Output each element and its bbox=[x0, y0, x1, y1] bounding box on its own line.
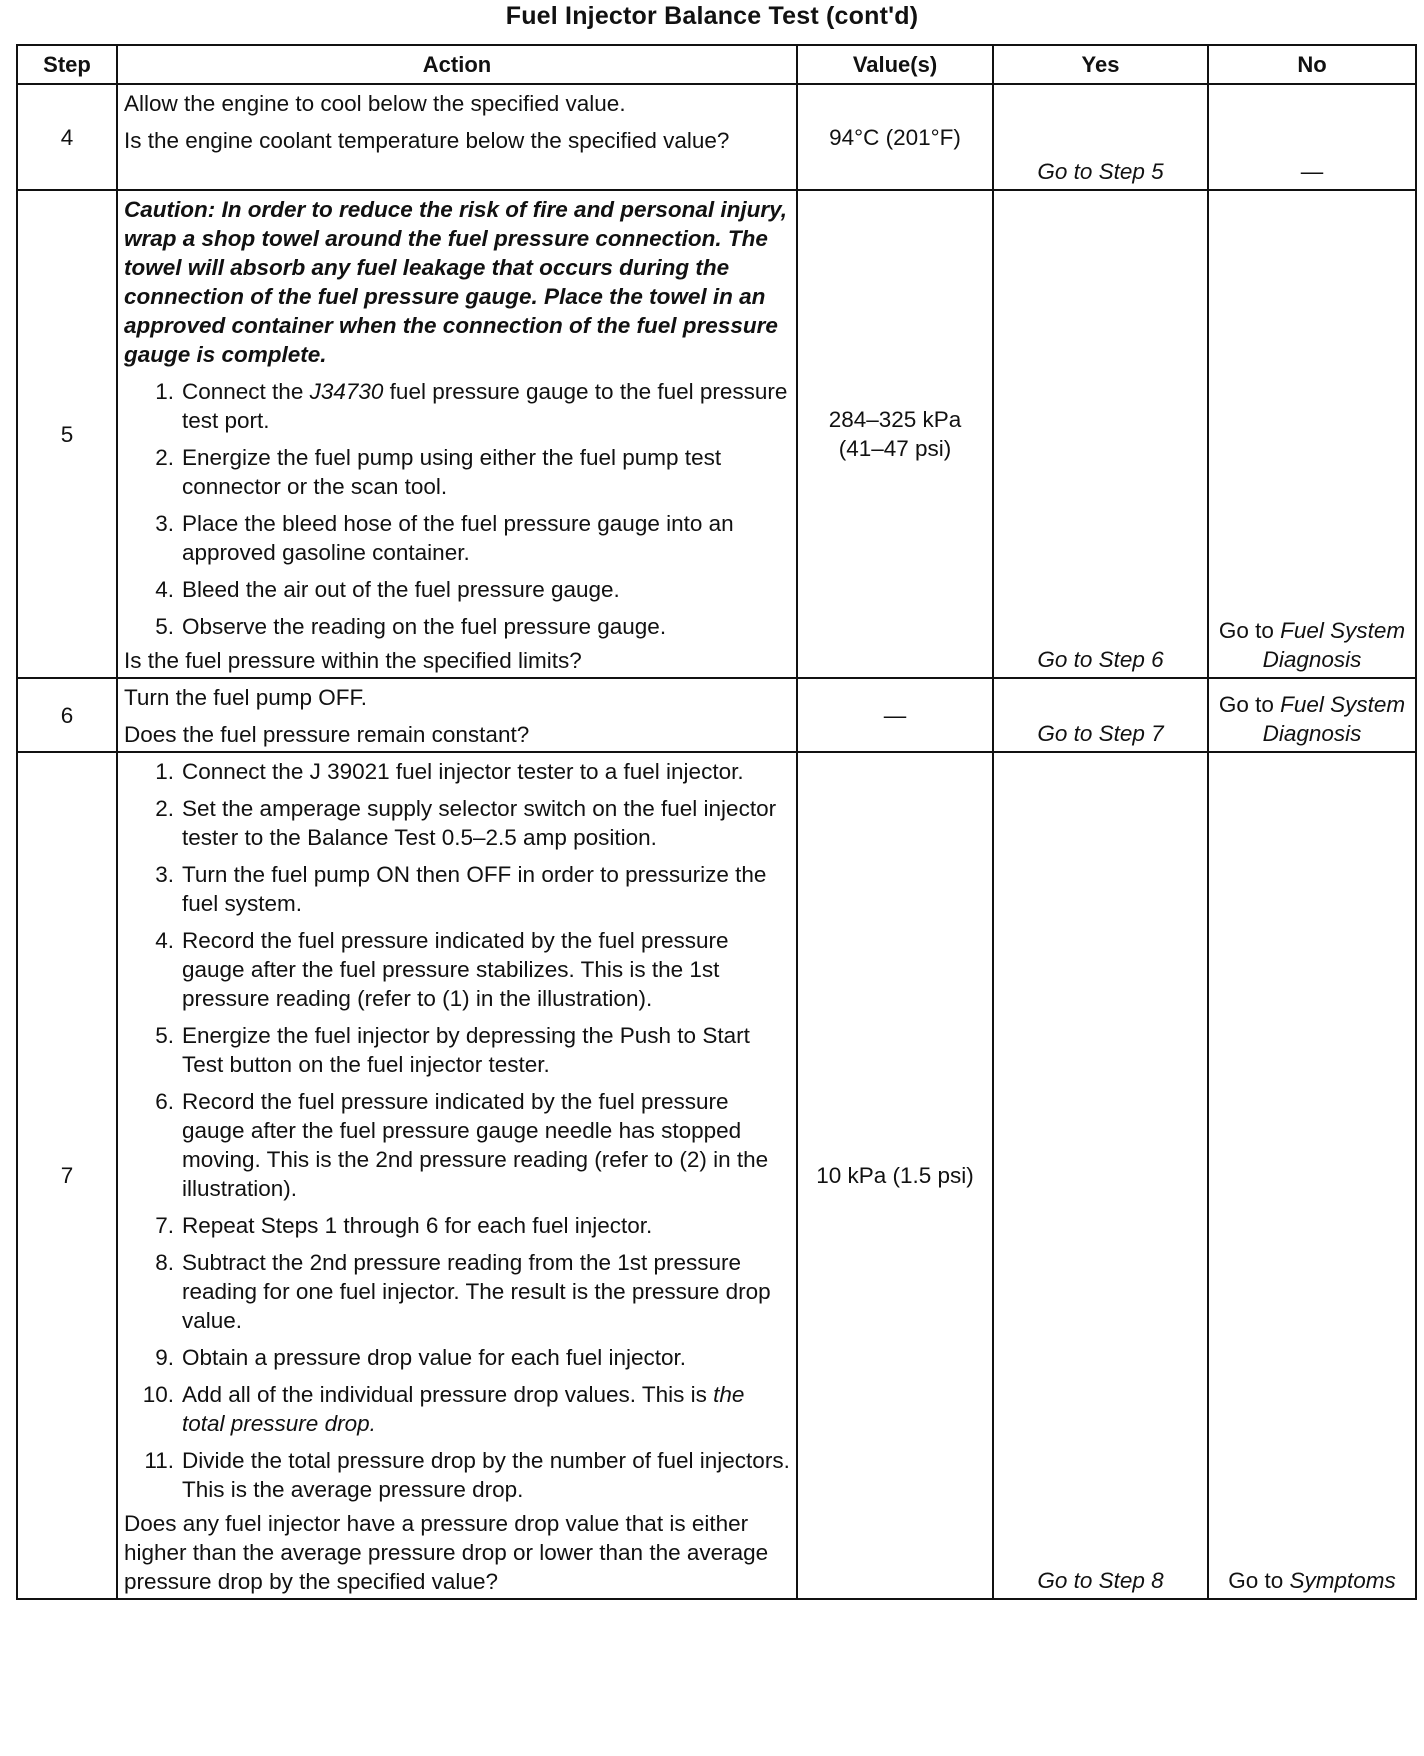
yes-cell: Go to Step 5 bbox=[993, 84, 1208, 190]
list-item-text: Turn the fuel pump ON then OFF in order to pressurize the fuel system. bbox=[182, 862, 767, 916]
list-item-text: Record the fuel pressure indicated by the fuel pressure gauge after the fuel pressure stabilizes. This is the 1st pressure reading (refer to (1) in the illustration). bbox=[182, 928, 729, 1011]
table-header-row bbox=[17, 45, 1416, 84]
table-row-step-6 bbox=[17, 678, 1416, 752]
list-item-number: 1. bbox=[155, 759, 174, 784]
list-item-text: Set the amperage supply selector switch on the fuel injector tester to the Balance Test 0.5–2.5 amp position. bbox=[182, 796, 777, 850]
list-item-text: Subtract the 2nd pressure reading from the 1st pressure reading for one fuel injector. The result is the pressure drop value. bbox=[182, 1250, 771, 1333]
yes-cell: Go to Step 6 bbox=[993, 190, 1208, 678]
total-pressure-drop-term: the total pressure drop. bbox=[182, 1382, 745, 1436]
list-item bbox=[124, 1211, 790, 1240]
list-item-number: 2. bbox=[155, 445, 174, 470]
list-item bbox=[124, 575, 790, 604]
list-item-text: Place the bleed hose of the fuel pressure gauge into an approved gasoline container. bbox=[182, 511, 734, 565]
list-item-number: 11. bbox=[144, 1448, 174, 1473]
no-link-symptoms[interactable]: Symptoms bbox=[1289, 1568, 1396, 1593]
action-text: Allow the engine to cool below the specified value. bbox=[124, 91, 626, 116]
list-item-number: 4. bbox=[155, 577, 174, 602]
list-item bbox=[124, 509, 790, 567]
list-item-text: Obtain a pressure drop value for each fuel injector. bbox=[182, 1345, 687, 1370]
list-item-number: 6. bbox=[155, 1089, 174, 1114]
list-item bbox=[124, 860, 790, 918]
list-item-text bbox=[182, 1380, 790, 1438]
diagnostic-table bbox=[16, 44, 1417, 1600]
table-row-step-7 bbox=[17, 752, 1416, 1599]
action-question: Is the engine coolant temperature below the specified value? bbox=[124, 128, 730, 153]
list-item-number: 3. bbox=[155, 862, 174, 887]
value-cell: 10 kPa (1.5 psi) bbox=[797, 752, 993, 1599]
list-item-number: 7. bbox=[155, 1213, 174, 1238]
list-item-text: Divide the total pressure drop by the number of fuel injectors. This is the average pressure drop. bbox=[182, 1448, 790, 1502]
value-cell: — bbox=[797, 678, 993, 752]
list-item-text: Record the fuel pressure indicated by the fuel pressure gauge after the fuel pressure gauge needle has stopped moving. This is the 2nd pressure reading (refer to (2) in the illustration). bbox=[182, 1089, 769, 1201]
list-item-text: Repeat Steps 1 through 6 for each fuel injector. bbox=[182, 1213, 653, 1238]
table-row-step-4 bbox=[17, 84, 1416, 190]
list-item bbox=[124, 1087, 790, 1203]
procedure-list bbox=[124, 757, 790, 1504]
list-item-number: 5. bbox=[155, 614, 174, 639]
action-question: Does the fuel pressure remain constant? bbox=[124, 722, 530, 747]
table-row-step-5 bbox=[17, 190, 1416, 678]
action-cell bbox=[117, 84, 797, 190]
header-values: Value(s) bbox=[797, 45, 993, 84]
list-item-number: 3. bbox=[155, 511, 174, 536]
list-item-number: 10. bbox=[142, 1382, 174, 1407]
tool-reference: J34730 bbox=[309, 379, 384, 404]
list-item-text-pre: Connect the bbox=[182, 379, 310, 404]
action-text: Turn the fuel pump OFF. bbox=[124, 685, 368, 710]
step-number: 7 bbox=[17, 752, 117, 1599]
no-link-fuel-system-diagnosis[interactable]: Fuel System Diagnosis bbox=[1262, 618, 1406, 672]
header-action: Action bbox=[117, 45, 797, 84]
no-cell bbox=[1208, 84, 1416, 190]
list-item bbox=[124, 926, 790, 1013]
list-item bbox=[124, 612, 790, 641]
action-cell bbox=[117, 190, 797, 678]
no-dash: — bbox=[1300, 159, 1324, 184]
no-cell bbox=[1208, 678, 1416, 752]
list-item-text: Energize the fuel injector by depressing the Push to Start Test button on the fuel injector tester. bbox=[182, 1023, 750, 1077]
list-item-text: Bleed the air out of the fuel pressure gauge. bbox=[182, 577, 620, 602]
step-number: 5 bbox=[17, 190, 117, 678]
no-prefix: Go to bbox=[1218, 692, 1281, 717]
list-item-number: 4. bbox=[155, 928, 174, 953]
procedure-list bbox=[124, 377, 790, 641]
list-item-text-post: fuel pressure gauge to the fuel pressure test port. bbox=[182, 379, 788, 433]
list-item bbox=[124, 757, 790, 786]
document-title: Fuel Injector Balance Test (cont'd) bbox=[505, 2, 919, 30]
list-item-text bbox=[182, 377, 790, 435]
no-link-fuel-system-diagnosis[interactable]: Fuel System Diagnosis bbox=[1262, 692, 1406, 746]
list-item bbox=[124, 794, 790, 852]
list-item bbox=[124, 1380, 790, 1438]
caution-text: Caution: In order to reduce the risk of fire and personal injury, wrap a shop towel around the fuel pressure connection. The towel will absorb any fuel leakage that occurs during the connection of the fuel pressure gauge. Place the towel in an approved container when the connection of the fuel pressure gauge is complete. bbox=[124, 197, 788, 367]
no-prefix: Go to bbox=[1218, 618, 1281, 643]
list-item-text: Connect the J 39021 fuel injector tester to a fuel injector. bbox=[182, 759, 744, 784]
list-item-number: 1. bbox=[155, 379, 174, 404]
list-item-number: 2. bbox=[155, 796, 174, 821]
step-number: 4 bbox=[17, 84, 117, 190]
list-item-number: 5. bbox=[155, 1023, 174, 1048]
step-number: 6 bbox=[17, 678, 117, 752]
action-question: Does any fuel injector have a pressure drop value that is either higher than the average pressure drop or lower than the average pressure drop by the specified value? bbox=[124, 1511, 769, 1594]
list-item-text: Observe the reading on the fuel pressure gauge. bbox=[182, 614, 667, 639]
list-item-text-pre: Add all of the individual pressure drop values. This is bbox=[182, 1382, 714, 1407]
list-item bbox=[124, 1021, 790, 1079]
value-cell: 94°C (201°F) bbox=[797, 84, 993, 190]
list-item bbox=[124, 443, 790, 501]
yes-cell: Go to Step 8 bbox=[993, 752, 1208, 1599]
list-item-number: 9. bbox=[155, 1345, 174, 1370]
yes-cell: Go to Step 7 bbox=[993, 678, 1208, 752]
list-item bbox=[124, 1446, 790, 1504]
header-yes: Yes bbox=[993, 45, 1208, 84]
no-prefix: Go to bbox=[1228, 1568, 1290, 1593]
no-cell bbox=[1208, 752, 1416, 1599]
no-cell bbox=[1208, 190, 1416, 678]
value-line-kpa: 284–325 kPa bbox=[828, 407, 962, 432]
list-item-number: 8. bbox=[155, 1250, 174, 1275]
header-step: Step bbox=[17, 45, 117, 84]
value-cell bbox=[797, 190, 993, 678]
action-cell bbox=[117, 678, 797, 752]
list-item bbox=[124, 1343, 790, 1372]
value-line-psi: (41–47 psi) bbox=[838, 436, 952, 461]
list-item-text: Energize the fuel pump using either the fuel pump test connector or the scan tool. bbox=[182, 445, 722, 499]
action-cell bbox=[117, 752, 797, 1599]
header-no: No bbox=[1208, 45, 1416, 84]
action-question: Is the fuel pressure within the specified limits? bbox=[124, 648, 582, 673]
list-item bbox=[124, 1248, 790, 1335]
list-item bbox=[124, 377, 790, 435]
